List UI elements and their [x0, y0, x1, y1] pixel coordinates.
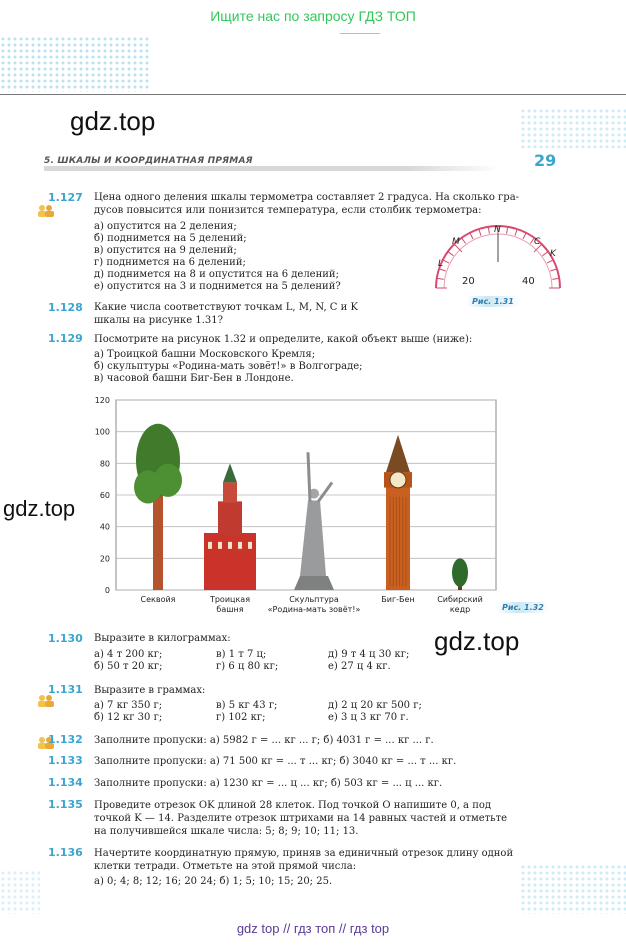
problem-text: Заполните пропуски: а) 1230 кг = ... ц ... кг; б) 503 кг = ... ц ... кг. [94, 778, 443, 789]
problem-item: а) опустится на 2 деления; [94, 221, 237, 232]
problem-text: Посмотрите на рисунок 1.32 и определите, какой объект выше (ниже): [94, 334, 473, 345]
problem-number: 1.133 [48, 754, 83, 767]
thermometer-tick [507, 227, 508, 234]
point-label-k: K [550, 249, 556, 259]
thermometer-tick [437, 278, 444, 279]
watermark: gdz.top [3, 496, 76, 521]
x-category-label: Троицкая [209, 595, 251, 604]
height-comparison-chart [80, 392, 500, 624]
bottom-bar-text: gdz top // гдз топ // гдз top [236, 921, 390, 936]
thermometer-tick [488, 227, 489, 234]
thermometer-tick [550, 269, 557, 271]
thermometer-tick [523, 233, 526, 239]
thermometer-tick [443, 260, 449, 263]
x-category-label: «Родина-мать зовёт!» [267, 605, 361, 614]
problem-text: на получившейся шкале числа: 5; 8; 9; 10; 11; 13. [94, 826, 359, 837]
problem-item: а) 7 кг 350 г; [94, 700, 163, 711]
scale-label-40: 40 [522, 276, 535, 287]
problem-item: е) 27 ц 4 кг. [328, 661, 391, 672]
problem-item: д) 9 т 4 ц 30 кг; [328, 649, 410, 660]
dot-pattern-decoration [0, 870, 40, 914]
x-category-label: Скульптура [289, 595, 339, 604]
problem-number: 1.127 [48, 191, 83, 204]
y-tick-label: 20 [99, 554, 110, 564]
pair-work-icon [36, 694, 56, 708]
problem-item: в) 5 кг 43 г; [216, 700, 278, 711]
x-category-label: кедр [449, 605, 471, 614]
top-banner [0, 0, 626, 34]
problem-item: а) 0; 4; 8; 12; 16; 20 24; б) 1; 5; 10; 15; 20; 25. [94, 876, 333, 887]
problem-number: 1.135 [48, 798, 83, 811]
problem-text: Выразите в граммах: [94, 685, 206, 696]
problem-text: Какие числа соответствуют точкам L, M, N, C и K [94, 302, 358, 313]
problem-item: б) 12 кг 30 г; [94, 712, 163, 723]
point-label-n: N [494, 225, 501, 235]
top-banner-text: Ищите нас по запросу ГДЗ ТОП [210, 8, 416, 24]
problem-text: точкой K — 14. Разделите отрезок штрихами на 14 равных частей и отметьте [94, 813, 508, 824]
problem-text: Цена одного деления шкалы термометра составляет 2 градуса. На сколько гра- [94, 192, 520, 203]
problem-item: б) поднимется на 5 делений; [94, 233, 247, 244]
x-category-label: Секвойя [140, 595, 176, 604]
problem-item: в) 1 т 7 ц; [216, 649, 267, 660]
page-number: 29 [534, 151, 557, 170]
problem-item: б) 50 т 20 кг; [94, 661, 163, 672]
problem-item: г) поднимется на 6 делений; [94, 257, 246, 268]
problem-item: е) 3 ц 3 кг 70 г. [328, 712, 409, 723]
y-tick-label: 60 [99, 491, 110, 500]
dot-pattern-decoration [520, 864, 626, 914]
problem-item: а) Троицкой башни Московского Кремля; [94, 349, 316, 360]
thermometer-tick [542, 252, 548, 256]
page-divider [0, 94, 626, 95]
problem-item: г) 102 кг; [216, 712, 266, 723]
point-label-c: C [534, 237, 541, 247]
x-category-label: Биг-Бен [381, 595, 415, 604]
problem-number: 1.128 [48, 301, 83, 314]
thermometer-tick [439, 269, 446, 271]
problem-number: 1.134 [48, 776, 83, 789]
problem-item: д) 2 ц 20 кг 500 г; [328, 700, 422, 711]
y-tick-label: 120 [94, 396, 110, 405]
y-tick-label: 0 [104, 586, 110, 595]
problem-item: г) 6 ц 80 кг; [216, 661, 279, 672]
problem-item: в) часовой башни Биг-Бен в Лондоне. [94, 373, 294, 384]
problem-number: 1.136 [48, 846, 83, 859]
figure-caption: Рис. 1.31 [466, 296, 520, 307]
y-tick-label: 100 [94, 427, 110, 437]
problem-text: шкалы на рисунке 1.31? [94, 315, 223, 326]
problem-text: Заполните пропуски: а) 5982 г = ... кг ... г; б) 4031 г = ... кг ... г. [94, 735, 434, 746]
dot-pattern-decoration [0, 36, 150, 92]
pair-work-icon [36, 204, 56, 218]
y-tick-label: 40 [99, 522, 110, 532]
problem-number: 1.132 [48, 733, 83, 746]
thermometer-scale-figure [428, 222, 568, 294]
thermometer-tick [547, 260, 553, 263]
thermometer-tick [479, 229, 481, 236]
problem-item: б) скульптуры «Родина-мать зовёт!» в Волгограде; [94, 361, 363, 372]
bottom-bar [0, 914, 626, 946]
watermark: gdz.top [70, 106, 156, 136]
watermark: gdz.top [434, 626, 520, 656]
x-category-label: башня [216, 605, 244, 614]
scale-label-20: 20 [462, 276, 475, 287]
problem-item: е) опустится на 3 и поднимется на 5 делений? [94, 281, 341, 292]
y-tick-label: 80 [99, 459, 110, 469]
x-category-label: Сибирский [437, 595, 483, 604]
figure-caption: Рис. 1.32 [496, 602, 550, 613]
problem-text: Заполните пропуски: а) 71 500 кг = ... т ... кг; б) 3040 кг = ... т ... кг. [94, 756, 457, 767]
problem-text: дусов повысится или понизится температура, если столбик термометра: [94, 205, 482, 216]
problem-number: 1.130 [48, 632, 83, 645]
problem-text: Начертите координатную прямую, приняв за единичный отрезок длину одной [94, 848, 514, 859]
point-label-l: L [438, 259, 444, 269]
point-label-m: M [452, 237, 460, 247]
problem-text: клетки тетради. Отметьте на этой прямой числа: [94, 861, 357, 872]
problem-number: 1.129 [48, 332, 83, 345]
thermometer-tick [470, 233, 473, 239]
section-title: 5. ШКАЛЫ И КООРДИНАТНАЯ ПРЯМАЯ [44, 156, 253, 166]
dot-pattern-decoration [520, 108, 626, 148]
problem-item: в) опустится на 9 делений; [94, 245, 237, 256]
thermometer-tick [462, 238, 466, 244]
thermometer-tick [515, 229, 517, 236]
problem-item: д) поднимется на 8 и опустится на 6 делений; [94, 269, 339, 280]
thermometer-tick [448, 252, 454, 256]
problem-item: а) 4 т 200 кг; [94, 649, 163, 660]
banner-divider [340, 33, 380, 34]
problem-text: Проведите отрезок OK длиной 28 клеток. Под точкой O напишите 0, а под [94, 800, 492, 811]
problem-number: 1.131 [48, 683, 83, 696]
problem-text: Выразите в килограммах: [94, 633, 231, 644]
header-rule [44, 166, 500, 171]
thermometer-tick [552, 278, 559, 279]
